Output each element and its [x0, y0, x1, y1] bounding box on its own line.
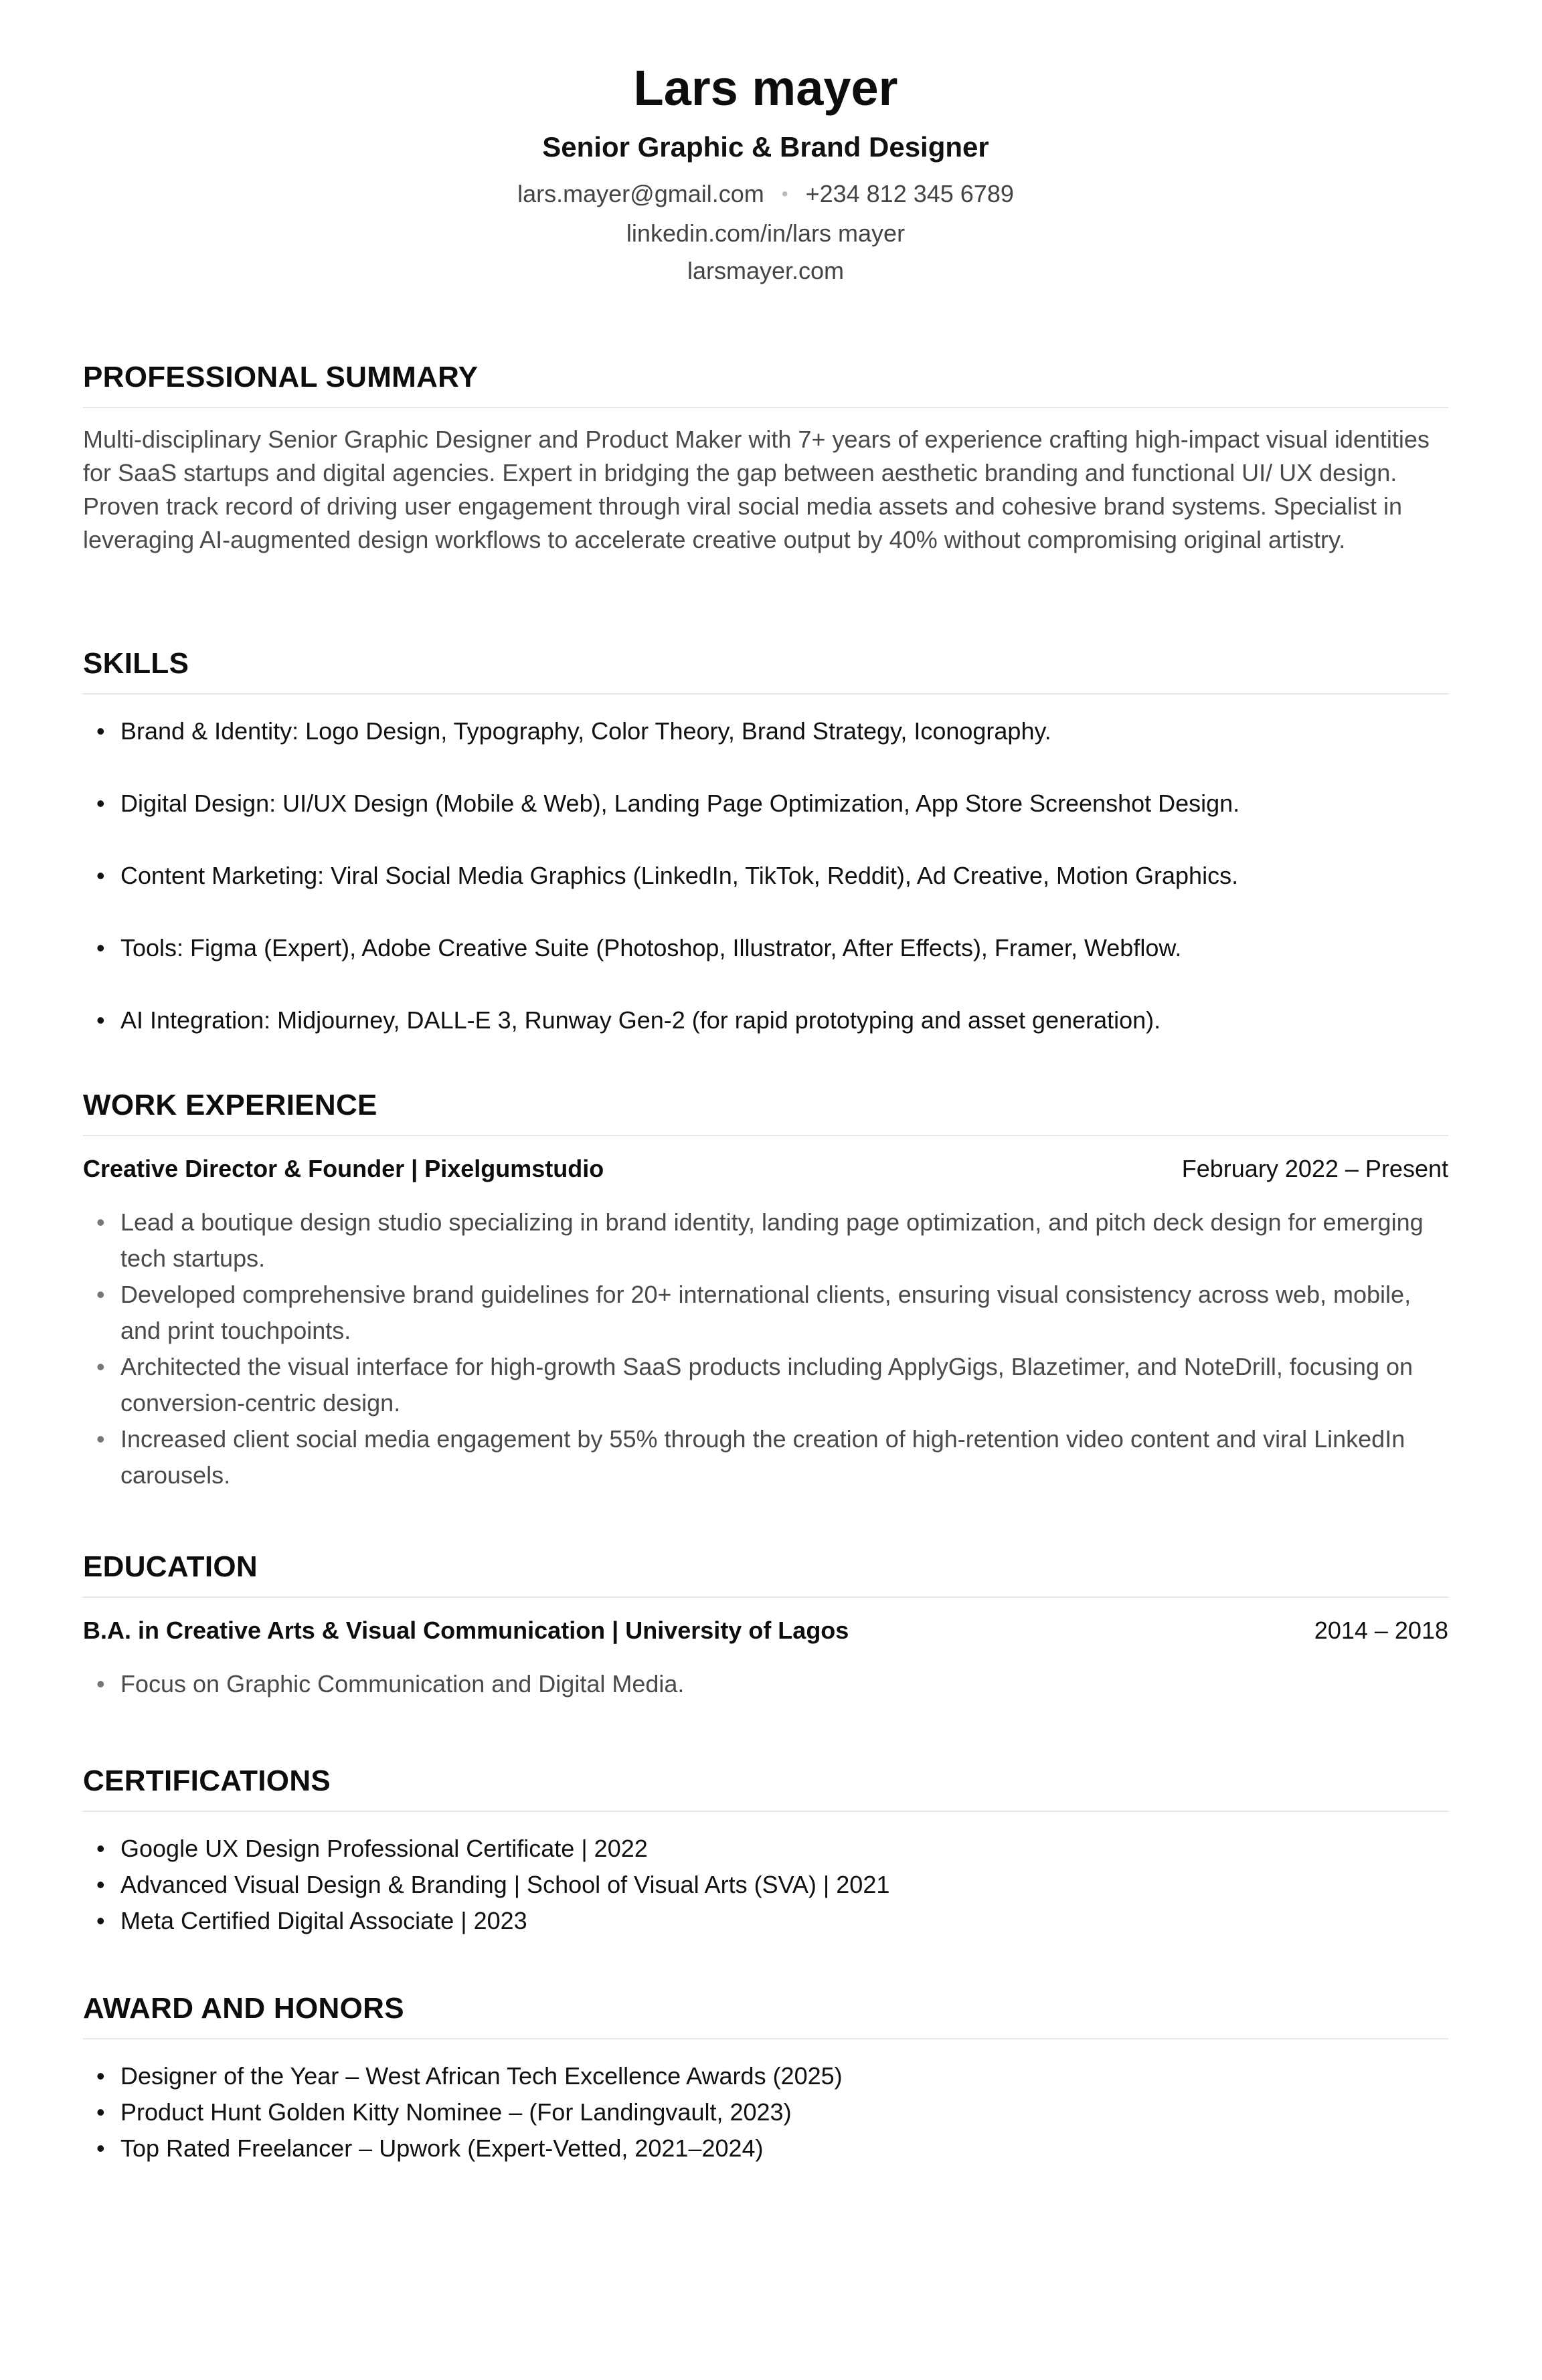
bullet-icon: • [96, 2098, 105, 2126]
job-title: Creative Director & Founder | Pixelgumstudio [83, 1155, 604, 1182]
list-item [83, 786, 1448, 822]
education-bullet-text: Focus on Graphic Communication and Digital Media. [120, 1670, 685, 1698]
skill-text: Digital Design: UI/UX Design (Mobile & Web), Landing Page Optimization, App Store Screenshot Design. [120, 790, 1240, 817]
certification-text: Meta Certified Digital Associate | 2023 [120, 1907, 527, 1934]
section-divider [83, 407, 1448, 408]
education-dates: 2014 – 2018 [1314, 1617, 1448, 1644]
section-title: AWARD AND HONORS [83, 1992, 404, 2025]
candidate-name: Lars mayer [633, 60, 898, 116]
bullet-icon: • [96, 934, 105, 962]
bullet-icon: • [96, 717, 105, 745]
job-bullet-text: Lead a boutique design studio specializing in brand identity, landing page optimization, and pitch deck design for emerging tech startups. [120, 1208, 1424, 1272]
certification-text: Advanced Visual Design & Branding | School of Visual Arts (SVA) | 2021 [120, 1871, 890, 1898]
list-item [83, 1867, 1448, 1903]
section-title: CERTIFICATIONS [83, 1764, 331, 1797]
bullet-icon: • [96, 2062, 105, 2090]
job-bullet-text: Increased client social media engagement by 55% through the creation of high-retention video content and viral LinkedIn carousels. [120, 1425, 1405, 1489]
bullet-icon: • [96, 1006, 105, 1034]
bullet-icon: • [96, 1670, 105, 1698]
award-text: Top Rated Freelancer – Upwork (Expert-Vetted, 2021–2024) [120, 2134, 764, 2162]
awards-section [83, 1989, 1448, 2167]
award-text: Designer of the Year – West African Tech Excellence Awards (2025) [120, 2062, 843, 2090]
education-bullets [83, 1666, 1448, 1702]
job-dates: February 2022 – Present [1181, 1155, 1448, 1182]
bullet-icon: • [96, 1907, 105, 1934]
email-link[interactable]: lars.mayer@gmail.com [517, 180, 764, 207]
website-link[interactable]: larsmayer.com [687, 257, 845, 284]
section-title: EDUCATION [83, 1550, 258, 1583]
list-item [83, 1903, 1448, 1939]
list-item [83, 1666, 1448, 1702]
section-divider [83, 1135, 1448, 1136]
skill-text: AI Integration: Midjourney, DALL-E 3, Runway Gen-2 (for rapid prototyping and asset generation). [120, 1006, 1161, 1034]
award-text: Product Hunt Golden Kitty Nominee – (For Landingvault, 2023) [120, 2098, 792, 2126]
bullet-icon: • [96, 1353, 105, 1380]
bullet-icon: • [96, 1871, 105, 1898]
linkedin-link[interactable]: linkedin.com/in/lars mayer [626, 219, 906, 247]
certifications-list [83, 1831, 1448, 1939]
phone-number[interactable]: +234 812 345 6789 [805, 180, 1014, 207]
bullet-icon: • [96, 1208, 105, 1236]
section-title: WORK EXPERIENCE [83, 1089, 377, 1121]
skills-section [83, 644, 1448, 1075]
list-item [83, 930, 1448, 966]
bullet-icon: • [96, 1281, 105, 1308]
awards-list [83, 2058, 1448, 2167]
degree-title: B.A. in Creative Arts & Visual Communication | University of Lagos [83, 1617, 849, 1644]
certifications-section [83, 1761, 1448, 1939]
education-section [83, 1547, 1448, 1702]
summary-text: Multi-disciplinary Senior Graphic Designer and Product Maker with 7+ years of experience crafting high-impact visual identities for SaaS startups and digital agencies. Expert in bridging the gap between aesthetic branding and functional UI/ UX design. Proven track record of driving user engagement through viral social media assets and cohesive brand systems. Specialist in leveraging AI-augmented design workflows to accelerate creative output by 40% without compromising original artistry. [83, 426, 1430, 553]
list-item [83, 1277, 1448, 1349]
contact-row [83, 175, 1448, 215]
skill-text: Brand & Identity: Logo Design, Typography, Color Theory, Brand Strategy, Iconography. [120, 717, 1051, 745]
job-bullet-text: Architected the visual interface for high-growth SaaS products including ApplyGigs, Blazetimer, and NoteDrill, focusing on conversion-centric design. [120, 1353, 1414, 1416]
bullet-icon: • [96, 1835, 105, 1862]
certification-text: Google UX Design Professional Certificate | 2022 [120, 1835, 648, 1862]
bullet-icon: • [96, 1425, 105, 1453]
job-header [83, 1151, 1448, 1187]
skill-text: Content Marketing: Viral Social Media Graphics (LinkedIn, TikTok, Reddit), Ad Creative, Motion Graphics. [120, 862, 1239, 889]
list-item [83, 2094, 1448, 2130]
education-header [83, 1613, 1448, 1649]
list-item [83, 858, 1448, 894]
summary-section [83, 357, 1448, 557]
skills-list [83, 713, 1448, 1038]
skill-text: Tools: Figma (Expert), Adobe Creative Suite (Photoshop, Illustrator, After Effects), Framer, Webflow. [120, 934, 1182, 962]
separator-dot: • [781, 183, 788, 204]
bullet-icon: • [96, 2134, 105, 2162]
list-item [83, 1831, 1448, 1867]
section-divider [83, 1596, 1448, 1598]
list-item [83, 1421, 1448, 1493]
section-title: PROFESSIONAL SUMMARY [83, 361, 479, 393]
resume-page [83, 0, 1448, 2162]
list-item [83, 2130, 1448, 2167]
bullet-icon: • [96, 862, 105, 889]
list-item [83, 2058, 1448, 2094]
candidate-headline: Senior Graphic & Brand Designer [542, 131, 989, 163]
list-item [83, 1349, 1448, 1421]
section-title: SKILLS [83, 647, 189, 680]
job-bullets [83, 1204, 1448, 1493]
experience-section [83, 1085, 1448, 1493]
section-divider [83, 693, 1448, 695]
list-item [83, 1002, 1448, 1038]
list-item [83, 713, 1448, 749]
section-divider [83, 1811, 1448, 1812]
bullet-icon: • [96, 790, 105, 817]
section-divider [83, 2038, 1448, 2039]
job-bullet-text: Developed comprehensive brand guidelines for 20+ international clients, ensuring visual consistency across web, mobile, and print touchpoints. [120, 1281, 1411, 1344]
resume-header [83, 0, 1448, 290]
list-item [83, 1204, 1448, 1277]
